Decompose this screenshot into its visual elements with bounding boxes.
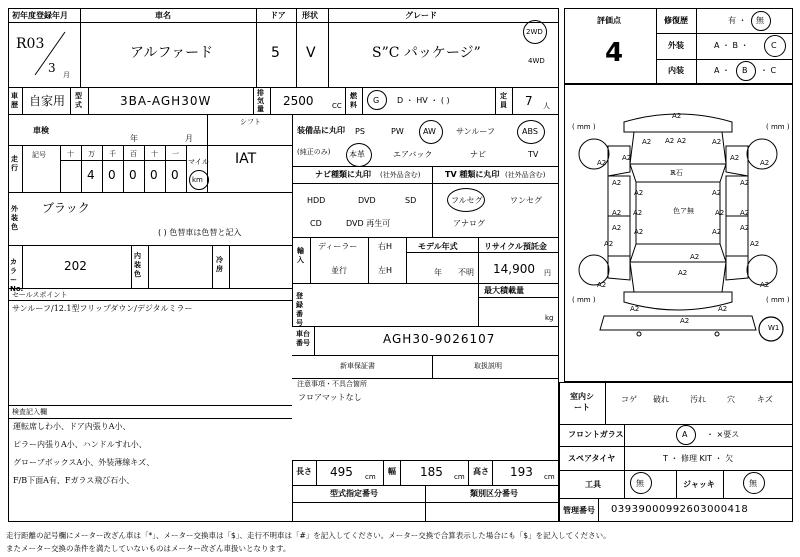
color-no-label: カラーNo.: [10, 258, 24, 293]
footer-note-1: 走行距離の記号欄にメーター改ざん車は「*」、メーター交換車は「$」、走行不明車は「#」を記入してください。メーター交換で合算表示した場合にも「$」を記入してください。: [6, 531, 611, 540]
door-label: ドア: [270, 11, 286, 20]
sales-point-value: サンルーフ/12.1型フリップダウン/デジタルミラー: [12, 304, 193, 313]
equipment-label: 装備品に丸印: [297, 126, 345, 135]
mileage-digit: 4: [87, 168, 95, 182]
footer-note-2: またメーター交換の条件を満たしていないものはメーター改ざん車扱いとなります。: [6, 544, 291, 553]
reg-year-value: R03: [16, 36, 45, 52]
damage-mark: A2: [642, 138, 652, 146]
shape-value: V: [306, 45, 316, 61]
height-value: 193: [510, 465, 533, 479]
inspector-line-4: F/B下面A有、Fガラス飛び石小、: [13, 476, 135, 485]
fuel-options: D ・ HV ・ ( ): [397, 96, 450, 105]
mileage-unit-label: 十: [67, 150, 74, 158]
month-unit: 月: [63, 71, 70, 79]
windshield-note: ℝ石: [670, 169, 683, 177]
damage-mark: A2: [712, 138, 722, 146]
tv-fullseg: フルセグ: [451, 196, 483, 205]
damage-mark: A2: [718, 305, 728, 313]
model-label: 型式: [75, 92, 82, 109]
sales-point-label: セールスポイント: [12, 291, 68, 299]
reg-month-value: 3: [48, 61, 56, 75]
exterior-value: C: [771, 41, 777, 50]
color-no-value: 202: [64, 259, 87, 273]
color-label: 外装色: [11, 205, 18, 231]
model-year-unknown: 不明: [458, 268, 474, 277]
reg-year-label: 初年度登録年月: [12, 11, 68, 20]
damage-mark: A2: [665, 137, 675, 145]
damage-mark: A2: [634, 228, 644, 236]
equipment-item: AW: [423, 127, 436, 136]
recycle-label: リサイクル預託金: [484, 242, 547, 251]
equipment-item: PS: [355, 127, 365, 136]
tv-sub: (社外品含む): [505, 171, 546, 179]
equipment-item: PW: [391, 127, 404, 136]
class-no-label: 類別区分番号: [470, 489, 518, 498]
damage-mark: A2: [740, 179, 750, 187]
displacement-value: 2500: [283, 94, 314, 108]
damage-mark: A2: [630, 305, 640, 313]
damage-mark: A2: [612, 209, 622, 217]
cc-unit: CC: [332, 102, 342, 110]
length-unit: cm: [365, 473, 376, 481]
mileage-unit-label: 十: [151, 150, 158, 158]
spare-tire-options: T ・ 修理 KIT ・ 欠: [663, 454, 734, 463]
score-value: 4: [605, 38, 624, 68]
damage-mark: A2: [604, 240, 614, 248]
equipment-item: TV: [528, 150, 539, 159]
length-label: 長さ: [296, 467, 312, 476]
capacity-label: 定員: [500, 92, 507, 109]
width-label: 幅: [388, 467, 396, 476]
mileage-divider: [123, 145, 124, 192]
damage-mark: A2: [760, 281, 770, 289]
jack-value: 無: [749, 479, 757, 488]
mileage-divider: [81, 145, 82, 192]
mm-bottom-right: ( mm ): [766, 296, 790, 304]
damage-mark: A2: [612, 179, 622, 187]
grade-value: S”C パッケージ”: [372, 45, 481, 61]
mileage-digit: 0: [171, 168, 179, 182]
displacement-label: 排気量: [257, 89, 264, 113]
score-label: 評価点: [597, 16, 621, 25]
damage-mark: A2: [677, 137, 687, 145]
inspector-label: 検査記入欄: [12, 408, 47, 416]
warranty-doc: 新車保証書: [340, 362, 375, 370]
drive-2wd: 2WD: [526, 28, 543, 36]
width-value: 185: [420, 465, 443, 479]
model-value: 3BA-AGH30W: [120, 94, 212, 108]
spare-tire-label: スペアタイヤ: [568, 454, 616, 463]
equipment-item: 本革: [349, 150, 365, 159]
mileage-digit: 0: [129, 168, 137, 182]
height-unit: cm: [544, 473, 555, 481]
damage-mark: A2: [672, 112, 682, 120]
management-value: 03939000992603000418: [611, 504, 749, 515]
car-diagram: [564, 84, 793, 382]
damage-mark: A2: [750, 240, 760, 248]
recycle-yen: 円: [544, 269, 551, 277]
mm-bottom-left: ( mm ): [572, 296, 596, 304]
drive-4wd: 4WD: [528, 57, 545, 65]
fuel-selected: G: [373, 96, 380, 105]
damage-mark: A2: [740, 224, 750, 232]
ac-label: 冷房: [216, 256, 223, 273]
vehicle-label: 車歴: [11, 92, 18, 109]
sheet-item: 汚れ: [690, 395, 706, 404]
interior-options: A ・: [714, 66, 731, 75]
reg-number-label: 登録番号: [296, 292, 303, 327]
shaken-label: 車検: [33, 126, 49, 135]
inspector-line-1: 運転席しわ小、ドア内張りA小、: [13, 422, 131, 431]
shift-label: シフト: [240, 118, 261, 126]
shaken-month-unit: 月: [185, 134, 193, 143]
import-parallel: 並行: [331, 266, 347, 275]
navi-hdd: HDD: [307, 196, 326, 205]
damage-mark: A2: [690, 253, 700, 261]
roof-note: 色ア無: [673, 207, 694, 215]
jack-label: ジャッキ: [683, 480, 715, 489]
caution-value: フロアマットなし: [298, 393, 362, 402]
sheet-item: 破れ: [653, 395, 669, 404]
damage-mark: A2: [597, 281, 607, 289]
interior-options-tail: ・ C: [760, 66, 777, 75]
import-dealer: ディーラー: [318, 242, 358, 251]
navi-dvd-play: DVD 再生可: [346, 219, 391, 228]
damage-mark: A2: [633, 209, 643, 217]
mileage-divider: [102, 145, 103, 192]
height-label: 高さ: [473, 467, 489, 476]
damage-mark: A2: [612, 224, 622, 232]
color-note: ( ) 色替車は色替と記入: [158, 228, 242, 237]
fuel-label: 燃料: [350, 92, 357, 109]
interior-color-label: 内装色: [134, 252, 141, 278]
model-year-unit: 年: [434, 268, 442, 277]
max-load-unit: kg: [545, 314, 554, 322]
km-label: km: [192, 176, 203, 184]
management-label: 管理番号: [563, 506, 595, 515]
mileage-unit-label: 千: [109, 150, 116, 158]
front-glass-value: A: [682, 430, 688, 439]
car-name-label: 車名: [155, 11, 171, 20]
mileage-unit-label: 百: [130, 150, 137, 158]
length-value: 495: [330, 465, 353, 479]
tv-oneseg: ワンセグ: [510, 196, 542, 205]
mileage-digit: 0: [150, 168, 158, 182]
damage-mark: A2: [634, 189, 644, 197]
damage-mark: A2: [597, 159, 607, 167]
import-left: 左H: [378, 266, 393, 275]
mileage-unit-label: 一: [172, 150, 179, 158]
mile-label: マイル: [188, 158, 209, 166]
recycle-value: 14,900: [493, 262, 535, 276]
mm-top-right: ( mm ): [766, 123, 790, 131]
damage-mark: A2: [678, 269, 688, 277]
repair-value: 無: [756, 16, 764, 25]
interior-label: 内装: [668, 66, 684, 75]
inspector-line-2: ピラー内張りA小、ハンドルすれ小、: [13, 440, 147, 449]
damage-mark: A2: [712, 189, 722, 197]
navi-dvd: DVD: [358, 196, 376, 205]
w-mark: W1: [768, 324, 780, 332]
exterior-label: 外装: [668, 41, 684, 50]
mileage-divider: [186, 145, 187, 192]
mm-top-left: ( mm ): [572, 123, 596, 131]
import-label: 輸入: [297, 247, 304, 264]
shaken-year-unit: 年: [130, 134, 138, 143]
inspector-line-3: グローブボックスA小、外装薄線キズ、: [13, 458, 155, 467]
mileage-sign-label: 記号: [32, 151, 46, 159]
tools-value: 無: [636, 479, 644, 488]
mileage-label: 走行: [11, 155, 18, 172]
model-year-label: モデル年式: [418, 242, 458, 251]
grade-label: グレード: [405, 11, 437, 20]
vehicle-value: 自家用: [29, 94, 66, 108]
tv-label: TV 種類に丸印: [445, 170, 500, 179]
equipment-sub: (純正のみ): [297, 148, 331, 156]
mileage-divider: [144, 145, 145, 192]
width-unit: cm: [454, 473, 465, 481]
front-glass-rest: ・ ×要ス: [706, 430, 740, 439]
front-glass-label: フロントガラス: [568, 430, 624, 439]
tv-analog: アナログ: [453, 219, 485, 228]
shape-label: 形状: [302, 11, 318, 20]
type-spec-label: 型式指定番号: [330, 489, 378, 498]
mileage-unit-label: 万: [88, 150, 95, 158]
tools-label: 工具: [585, 480, 601, 489]
navi-sd: SD: [405, 196, 417, 205]
equipment-item: エアバック: [393, 150, 433, 159]
repair-label: 修復歴: [664, 16, 688, 25]
caution-label: 注意事項・不具合箇所: [297, 380, 367, 388]
color-value: ブラック: [42, 201, 90, 215]
interior-value: B: [742, 66, 748, 75]
equipment-item: サンルーフ: [456, 127, 495, 136]
car-name-value: アルファード: [130, 45, 214, 61]
capacity-value: 7: [525, 94, 533, 108]
manual-doc: 取扱説明: [474, 362, 502, 370]
chassis-label: 車台番号: [296, 330, 310, 347]
sheet-item: コゲ: [621, 395, 637, 404]
shift-value: IAT: [235, 151, 257, 167]
damage-mark: A2: [622, 154, 632, 162]
chassis-value: AGH30-9026107: [383, 332, 496, 346]
equipment-item: ABS: [522, 127, 538, 136]
equipment-item: ナビ: [470, 150, 486, 159]
interior-sheet-label: 室内シート: [570, 392, 594, 412]
navi-cd: CD: [310, 219, 322, 228]
mileage-digit: 0: [108, 168, 116, 182]
damage-mark: A2: [712, 228, 722, 236]
max-load-label: 最大積載量: [484, 286, 524, 295]
navi-sub: (社外品含む): [380, 171, 421, 179]
sheet-item: キズ: [757, 395, 773, 404]
damage-mark: A2: [730, 154, 740, 162]
sheet-item: 穴: [727, 395, 735, 404]
mileage-divider: [165, 145, 166, 192]
damage-mark: A2: [740, 209, 750, 217]
damage-mark: A2: [680, 317, 690, 325]
capacity-unit: 人: [543, 102, 550, 110]
repair-options: 有 ・: [728, 16, 747, 25]
exterior-options: A ・ B ・: [714, 41, 749, 50]
navi-label: ナビ種類に丸印: [315, 170, 371, 179]
damage-mark: A2: [715, 209, 725, 217]
damage-mark: A2: [760, 159, 770, 167]
doors-value: 5: [271, 45, 280, 61]
import-right: 右H: [378, 242, 393, 251]
